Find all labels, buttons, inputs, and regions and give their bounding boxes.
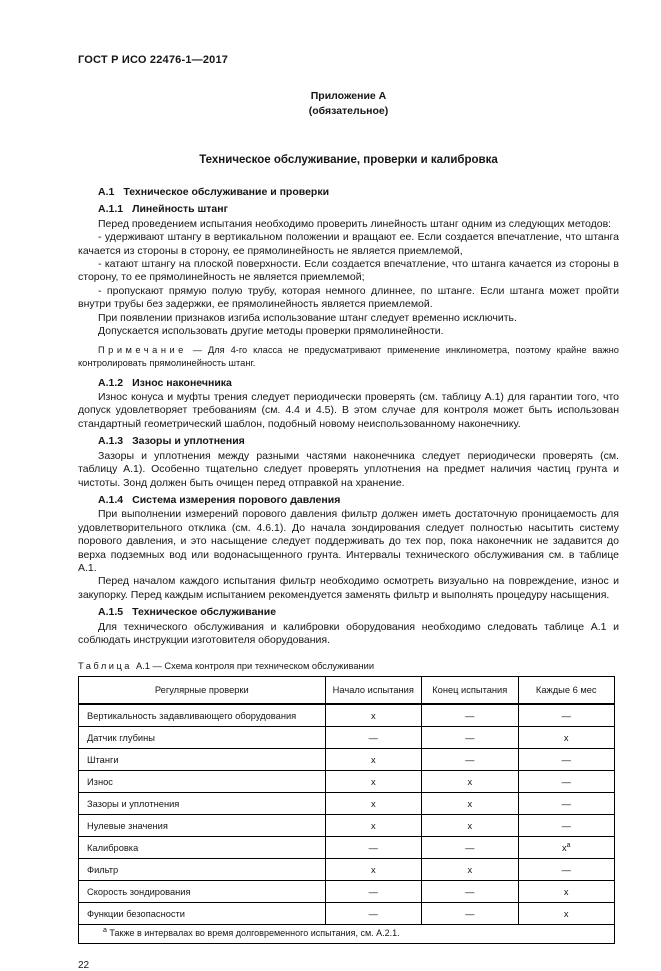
check-name-cell: Зазоры и уплотнения [79,793,326,815]
table-row [79,837,615,859]
paragraph: Допускается использовать другие методы проверки прямолинейности. [98,325,444,338]
check-name-cell: Износ [79,771,326,793]
mark-cell: x [422,859,518,881]
section-title: Техническое обслуживание и проверки [123,186,330,198]
section-heading-a1-2 [78,377,619,390]
section-heading-a1-3 [78,435,619,448]
section-number: А.1.4 [98,493,124,506]
list-item: - пропускают прямую полую трубу, которая немного длиннее, по штанге. Если штанга может пройти внутри трубы без задержки, ее прямолинейность является приемлемой. [78,284,619,311]
mark-cell: — [325,837,421,859]
check-name-cell: Скорость зондирования [79,881,326,903]
mark-cell: $x^а$ [518,837,615,859]
mark-cell: x [325,704,421,727]
paragraph: Зазоры и уплотнения между разными частями наконечника следует периодически проверять (см. таблицу А.1). Особенно тщательно следует проверять уплотнения на предмет наличия частиц грунта и чистоты. Зонд должен быть очищен перед отправкой на хранение. [78,449,619,489]
paragraph: Для технического обслуживания и калибровки оборудования необходимо следовать таблице А.1 и соблюдать инструкции изготовителя оборудования. [78,620,619,646]
table-row [79,704,615,727]
mark-cell: — [518,815,615,837]
mark-cell: x [422,793,518,815]
table-row [79,903,615,925]
footnote-marker: а [103,927,107,935]
section-heading-a1-1 [78,203,619,216]
mark-cell: x [518,727,615,749]
check-name-cell: Нулевые значения [79,815,326,837]
mark-cell: — [518,793,615,815]
mark-cell: — [325,881,421,903]
mark-cell: x [518,881,615,903]
note [78,344,619,369]
mark-cell: x [518,903,615,925]
check-name-cell: Вертикальность задавливающего оборудования [79,704,326,727]
col-header-every-6-months: Каждые 6 мес [518,677,615,705]
check-name-cell: Датчик глубины [79,727,326,749]
mark-cell: x [325,859,421,881]
col-header-test-start: Начало испытания [325,677,421,705]
list-item: - удерживают штангу в вертикальном положении и вращают ее. Если создается впечатление, что штанга качается из стороны в сторону, ее прямолинейность не является приемлемой, [78,231,619,257]
table-footnote [79,925,615,944]
table-row [79,815,615,837]
table-row [79,727,615,749]
page-number: 22 [78,960,90,971]
mark-cell: — [325,727,421,749]
paragraph: Износ конуса и муфты трения следует периодически проверять (см. таблицу А.1) для гарантии того, что допуск удовлетворяет требованиям (см. 4.4 и 4.5). В этом случае для контроля может быть использован стандартный геометрический шаблон, подобный новому неиспользованному наконечнику. [78,391,619,430]
table-footnote-row [79,925,615,944]
mark-cell: x [325,749,421,771]
paragraph: При выполнении измерений порового давления фильтр должен иметь достаточную проницаемость для удовлетворительного отклика (см. 4.6.1). До начала зондирования следует полностью насытить систему порового давления, и это насыщение следует поддерживать до тех пор, пока наконечник не задавится до верха подземных вод или водонасыщенного грунта. Интервалы технического обслуживания см. в таблице А.1. [78,508,619,574]
table-row [79,793,615,815]
section-heading-a1-4 [78,494,619,507]
mark-cell: — [325,903,421,925]
appendix-type: (обязательное) [308,104,389,117]
paragraph: Перед проведением испытания необходимо проверить линейность штанг одним из следующих методов: [98,217,612,230]
section-number: А.1.1 [98,203,124,216]
section-title: Техническое обслуживание [132,606,277,619]
table-row [79,859,615,881]
doc-number: ГОСТ Р ИСО 22476-1—2017 [78,54,229,66]
mark-cell: x [422,771,518,793]
table-row [79,881,615,903]
col-header-regular-checks: Регулярные проверки [79,677,326,705]
mark-cell: x [325,771,421,793]
footnote-text: Также в интервалах во время долговременного испытания, см. А.2.1. [109,928,400,939]
section-heading-a1-5 [78,606,619,619]
section-title: Зазоры и уплотнения [132,435,245,448]
section-number: А.1.5 [98,606,124,619]
list-item: - катают штангу на плоской поверхности. Если создается впечатление, что штанга качается из стороны в сторону, то ее прямолинейность не является приемлемой; [78,258,619,284]
maintenance-schedule-table [78,676,615,944]
section-title: Линейность штанг [132,203,228,216]
check-name-cell: Фильтр [79,859,326,881]
paragraph: Перед началом каждого испытания фильтр необходимо осмотреть визуально на повреждение, износ и закупорку. Перед каждым испытанием рекомендуется заменять фильтр и выполнять процедуру насыщения. [78,575,619,601]
mark-cell: — [422,881,518,903]
note-text: — Для 4-го класса не предусматривают применение инклинометра, поэтому крайне важно контролировать прямолинейность штанг. [78,345,619,369]
section-heading-a1 [78,186,619,199]
check-name-cell: Калибровка [79,837,326,859]
table-row [79,749,615,771]
section-number: А.1.2 [98,376,124,389]
section-title: Система измерения порового давления [132,493,341,506]
section-title: Износ наконечника [132,376,232,389]
table-caption [78,661,619,671]
table-caption-text: А.1 — Схема контроля при техническом обслуживании [135,661,375,672]
section-number: А.1.3 [98,435,124,448]
table-header-row [79,677,615,705]
table-caption-label: Таблица [78,661,132,672]
mark-cell: — [518,771,615,793]
check-name-cell: Штанги [79,749,326,771]
mark-cell: x [422,815,518,837]
mark-cell: — [422,837,518,859]
mark-cell: x [325,793,421,815]
note-label: Примечание [98,345,187,356]
section-number: А.1 [98,186,115,198]
paragraph: При появлении признаков изгиба использование штанг следует временно исключить. [98,311,517,324]
mark-cell: — [422,903,518,925]
mark-cell: — [518,704,615,727]
mark-cell: — [422,704,518,727]
page-title: Техническое обслуживание, проверки и калибровка [199,154,498,166]
mark-cell: — [422,749,518,771]
mark-cell: — [518,749,615,771]
mark-cell: — [518,859,615,881]
appendix-heading [78,89,619,118]
check-name-cell: Функции безопасности [79,903,326,925]
table-row [79,771,615,793]
mark-cell: — [422,727,518,749]
col-header-test-end: Конец испытания [422,677,518,705]
footnote-ref: а [566,841,571,849]
appendix-label: Приложение А [310,90,387,102]
mark-cell: x [325,815,421,837]
